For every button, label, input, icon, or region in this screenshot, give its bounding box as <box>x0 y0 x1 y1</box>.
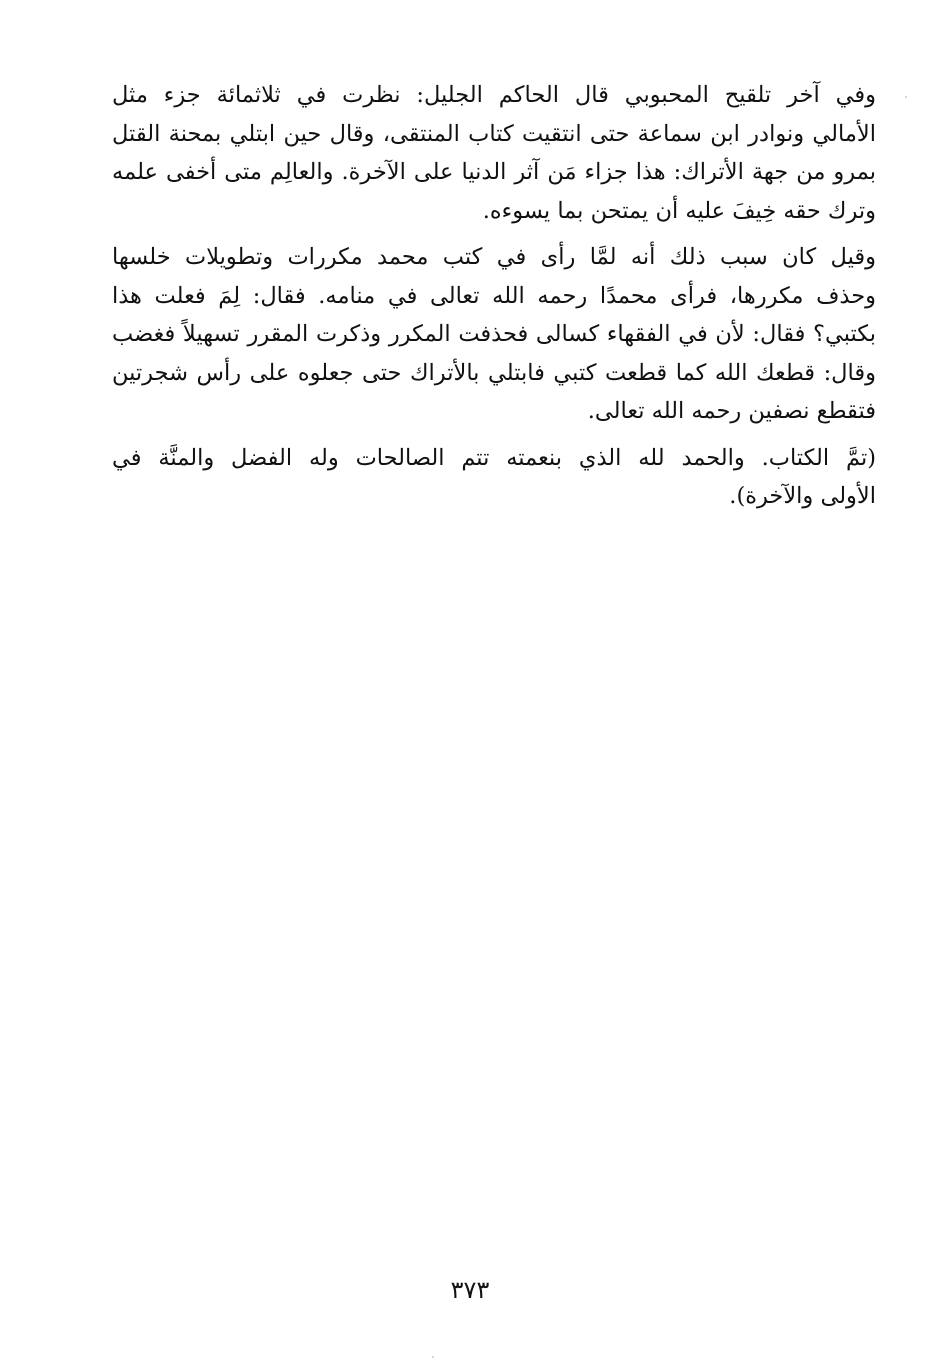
scan-speck <box>432 1356 434 1358</box>
text-line: (تمَّ الكتاب. والحمد لله الذي بنعمته تتم الصالحات وله الفضل والمنَّة في <box>112 444 876 471</box>
paragraph-1 <box>112 76 876 230</box>
text-line: وقيل كان سبب ذلك أنه لمَّا رأى في كتب محمد مكررات وتطويلات خلسها <box>112 244 876 270</box>
text-line: وحذف مكررها، فرأى محمدًا رحمه الله تعالى في منامه. فقال: لِمَ فعلت هذا <box>112 282 876 309</box>
text-line: وفي آخر تلقيح المحبوبي قال الحاكم الجليل: نظرت في ثلاثمائة جزء مثل <box>112 82 876 108</box>
scan-speck <box>905 96 907 98</box>
text-line: الأولى والآخرة). <box>729 483 876 509</box>
text-line: وقال: قطعك الله كما قطعت كتبي فابتلي بالأتراك حتى جعلوه على رأس شجرتين <box>112 359 876 386</box>
text-line: وترك حقه خِيفَ عليه أن يمتحن بما يسوءه. <box>482 197 876 224</box>
body-text <box>112 76 876 524</box>
text-line: بمرو من جهة الأتراك: هذا جزاء مَن آثر الدنيا على الآخرة. والعالِم متى أخفى علمه <box>112 159 876 185</box>
text-line: الأمالي ونوادر ابن سماعة حتى انتقيت كتاب المنتقى، وقال حين ابتلي بمحنة القتل <box>112 120 876 147</box>
paragraph-3 <box>112 439 876 516</box>
page-number: ٣٧٣ <box>450 1276 490 1304</box>
paragraph-2 <box>112 238 876 431</box>
text-line: فتقطع نصفين رحمه الله تعالى. <box>587 398 876 424</box>
text-line: بكتبي؟ فقال: لأن في الفقهاء كسالى فحذفت المكرر وذكرت المقرر تسهيلاً فغضب <box>112 321 876 347</box>
